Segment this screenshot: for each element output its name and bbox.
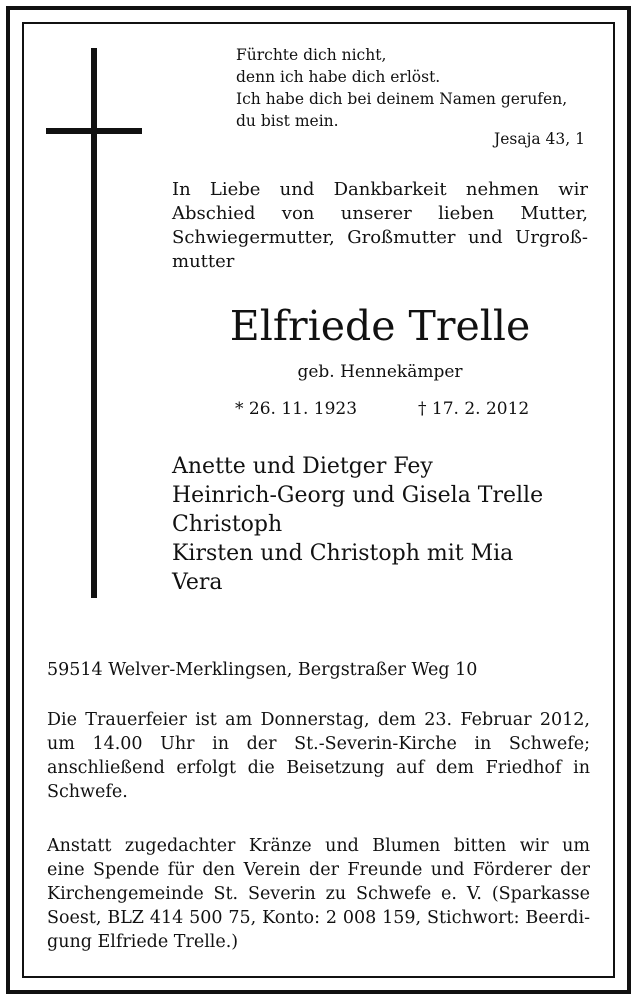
donation-line: gung Elfriede Trelle.) bbox=[47, 932, 239, 952]
family-list bbox=[172, 452, 543, 597]
ceremony-line: Die Trauerfeier ist am Donnerstag, dem 23. Februar 2012, bbox=[47, 710, 590, 730]
family-member: Heinrich-Georg und Gisela Trelle bbox=[172, 483, 544, 508]
intro-line: In Liebe und Dankbarkeit nehmen wir bbox=[172, 179, 588, 200]
cross-icon-bar bbox=[46, 128, 142, 134]
donation-line: Soest, BLZ 414 500 75, Konto: 2 008 159, Stichwort: Beerdi- bbox=[47, 908, 590, 928]
verse-line: denn ich habe dich erlöst. bbox=[236, 68, 441, 86]
bible-verse bbox=[236, 44, 596, 132]
intro-text bbox=[172, 178, 588, 274]
maiden-name: geb. Hennekämper bbox=[297, 362, 463, 382]
intro-line: Schwiegermutter, Großmutter und Urgroß- bbox=[172, 227, 588, 248]
family-member: Vera bbox=[172, 570, 223, 595]
verse-line: du bist mein. bbox=[236, 112, 339, 130]
ceremony-info bbox=[47, 708, 590, 804]
deceased-name: Elfriede Trelle bbox=[229, 302, 531, 350]
family-member: Kirsten und Christoph mit Mia bbox=[172, 541, 514, 566]
verse-line: Ich habe dich bei deinem Namen gerufen, bbox=[236, 90, 568, 108]
family-member: Christoph bbox=[172, 512, 283, 537]
verse-reference: Jesaja 43, 1 bbox=[494, 130, 585, 148]
birth-date: * 26. 11. 1923 bbox=[235, 399, 358, 419]
family-member: Anette und Dietger Fey bbox=[172, 454, 433, 479]
intro-line: mutter bbox=[172, 251, 235, 272]
donation-line: Kirchengemeinde St. Severin zu Schwefe e. V. (Sparkasse bbox=[47, 884, 590, 904]
address: 59514 Welver-Merklingsen, Bergstraßer Weg 10 bbox=[47, 660, 478, 680]
ceremony-line: anschließend erfolgt die Beisetzung auf dem Friedhof in bbox=[47, 758, 590, 778]
donation-line: Anstatt zugedachter Kränze und Blumen bitten wir um bbox=[47, 836, 590, 856]
ceremony-line: um 14.00 Uhr in der St.-Severin-Kirche in Schwefe; bbox=[47, 734, 590, 754]
death-date: † 17. 2. 2012 bbox=[418, 399, 530, 419]
verse-line: Fürchte dich nicht, bbox=[236, 46, 387, 64]
donation-line: eine Spende für den Verein der Freunde und Förderer der bbox=[47, 860, 590, 880]
donation-info bbox=[47, 834, 590, 954]
intro-line: Abschied von unserer lieben Mutter, bbox=[172, 203, 588, 224]
ceremony-line: Schwefe. bbox=[47, 782, 128, 802]
